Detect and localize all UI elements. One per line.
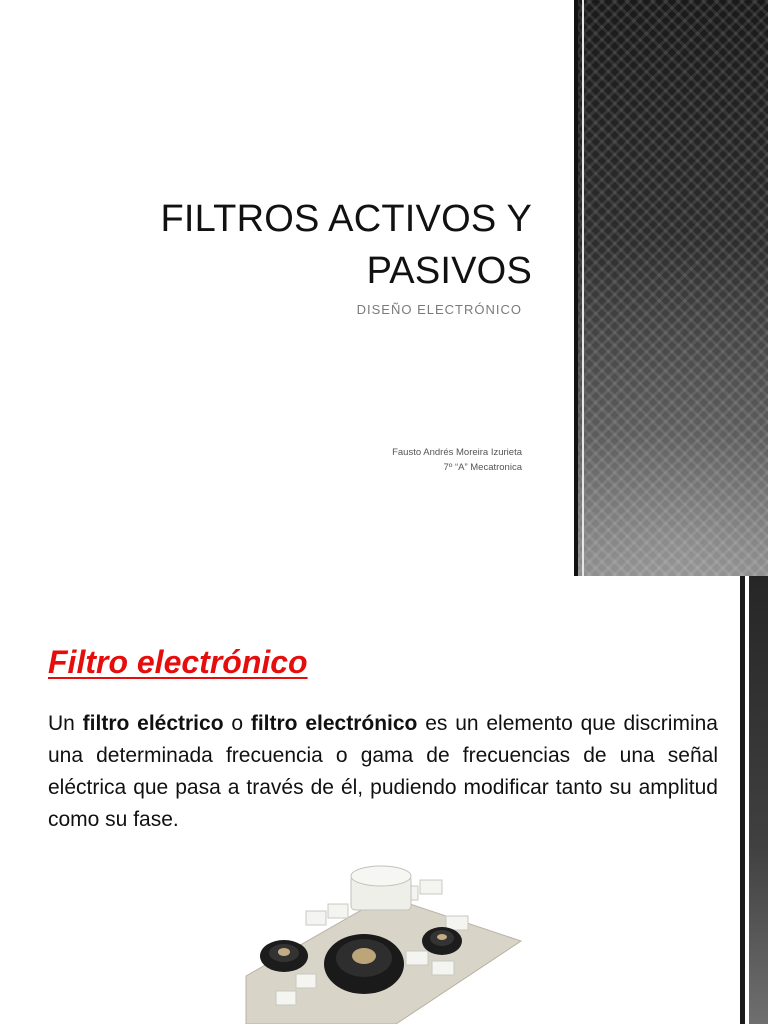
- course-name: 7º “A” Mecatronica: [443, 462, 522, 473]
- author-name: Fausto Andrés Moreira Izurieta: [392, 447, 522, 458]
- para-text-2: o: [223, 712, 251, 735]
- slide-title-line-2: PASIVOS: [366, 250, 532, 292]
- section-heading: Filtro electrónico: [48, 644, 308, 680]
- para-text-1: Un: [48, 712, 83, 735]
- para-text-3: es un elemento que discrimina una determinada frecuencia o gama de frecuencias de una señal eléctrica que pasa a través de él, pudiendo modificar tanto su amplitud como su fase.: [48, 712, 718, 831]
- slide-edge-highlight: [582, 0, 584, 576]
- slide-right-border: [740, 576, 768, 1024]
- slide-title-line-1: FILTROS ACTIVOS Y: [160, 198, 532, 240]
- carbon-texture-panel: [576, 0, 768, 576]
- definition-paragraph: [48, 708, 718, 836]
- crossover-filter-photo: [236, 856, 526, 1024]
- border-texture-panel: [749, 576, 768, 1024]
- slide-subtitle: DISEÑO ELECTRÓNICO: [356, 302, 522, 317]
- border-dark-bar: [740, 576, 745, 1024]
- para-bold-1: filtro eléctrico: [82, 712, 224, 735]
- slide-edge-line: [574, 0, 578, 576]
- content-slide: [0, 576, 768, 1024]
- author-block: [122, 445, 522, 475]
- para-bold-2: filtro electrónico: [250, 712, 418, 735]
- diamond-pattern: [576, 0, 768, 576]
- slide-title: [12, 193, 532, 297]
